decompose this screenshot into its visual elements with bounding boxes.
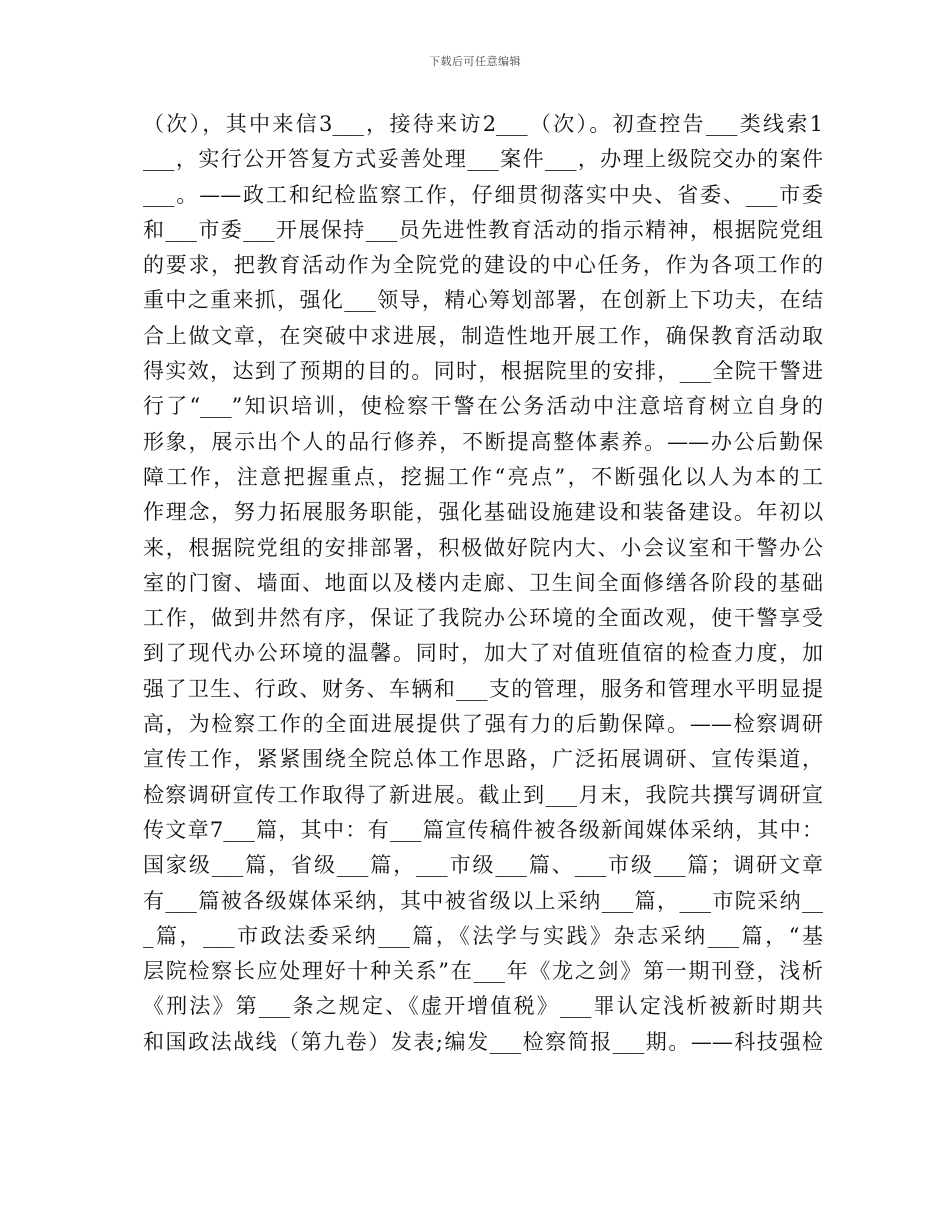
text-line: 作理念，努力拓展服务职能，强化基础设施建设和装备建设。年初以 xyxy=(143,500,823,525)
text-line: 障工作，注意把握重点，挖掘工作“亮点”，不断强化以人为本的工 xyxy=(143,464,823,489)
text-line: 宣传工作，紧紧围绕全院总体工作思路，广泛拓展调研、宣传渠道， xyxy=(143,747,823,772)
text-line: _篇，___市政法委采纳___篇，《法学与实践》杂志采纳___篇，“基 xyxy=(143,923,823,948)
text-line: 有___篇被各级媒体采纳，其中被省级以上采纳___篇，___市院采纳__ xyxy=(143,888,823,913)
text-line: 和国政法战线（第九卷）发表;编发___检察简报___期。——科技强检 xyxy=(143,1029,823,1054)
text-line: 高，为检察工作的全面进展提供了强有力的后勤保障。——检察调研 xyxy=(143,712,823,737)
text-line: 到了现代办公环境的温馨。同时，加大了对值班值宿的检查力度，加 xyxy=(143,641,823,666)
text-line: 国家级___篇，省级___篇，___市级___篇、___市级___篇；调研文章 xyxy=(143,853,823,878)
text-line: 和___市委___开展保持___员先进性教育活动的指示精神，根据院党组 xyxy=(143,217,823,242)
text-line: 层院检察长应处理好十种关系”在___年《龙之剑》第一期刊登，浅析 xyxy=(143,959,823,984)
page-header: 下载后可任意编辑 xyxy=(429,55,521,68)
text-line: ___。——政工和纪检监察工作，仔细贯彻落实中央、省委、___市委 xyxy=(143,182,823,207)
text-line: 合上做文章，在突破中求进展，制造性地开展工作，确保教育活动取 xyxy=(143,323,823,348)
body-text xyxy=(143,107,823,1060)
text-line: 来，根据院党组的安排部署，积极做好院内大、小会议室和干警办公 xyxy=(143,535,823,560)
text-line: 工作，做到井然有序，保证了我院办公环境的全面改观，使干警享受 xyxy=(143,606,823,631)
text-line: 行了“___”知识培训，使检察干警在公务活动中注意培育树立自身的 xyxy=(143,394,823,419)
text-line: 强了卫生、行政、财务、车辆和___支的管理，服务和管理水平明显提 xyxy=(143,676,823,701)
text-line: 重中之重来抓，强化___领导，精心筹划部署，在创新上下功夫，在结 xyxy=(143,288,823,313)
text-line: 《刑法》第___条之规定、《虚开增值税》___罪认定浅析被新时期共 xyxy=(143,994,823,1019)
text-line: 的要求，把教育活动作为全院党的建设的中心任务，作为各项工作的 xyxy=(143,253,823,278)
text-line: 得实效，达到了预期的目的。同时，根据院里的安排，___全院干警进 xyxy=(143,359,823,384)
text-line: 形象，展示出个人的品行修养，不断提高整体素养。——办公后勤保 xyxy=(143,429,823,454)
text-line: 传文章7___篇，其中：有___篇宣传稿件被各级新闻媒体采纳，其中： xyxy=(143,817,823,842)
text-line: ___，实行公开答复方式妥善处理___案件___，办理上级院交办的案件 xyxy=(143,147,823,172)
text-line: （次），其中来信3___，接待来访2___（次）。初查控告___类线索1 xyxy=(143,112,823,136)
text-line: 检察调研宣传工作取得了新进展。截止到___月末，我院共撰写调研宣 xyxy=(143,782,823,807)
text-line: 室的门窗、墙面、地面以及楼内走廊、卫生间全面修缮各阶段的基础 xyxy=(143,570,823,595)
